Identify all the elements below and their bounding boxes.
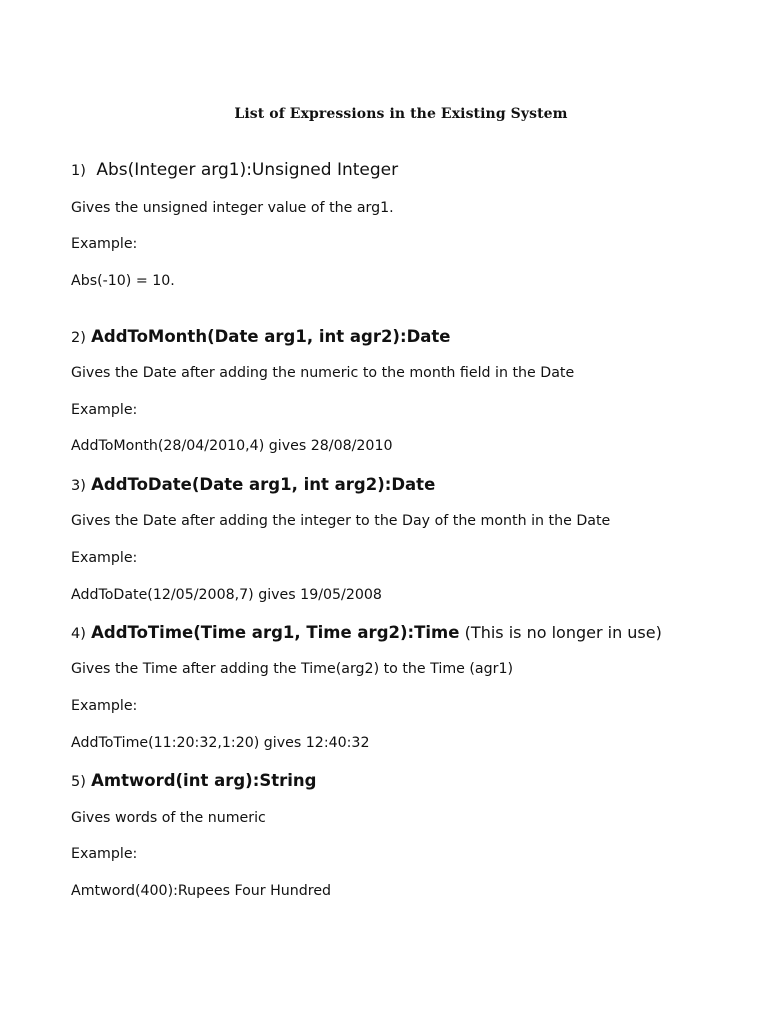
example-text: AddToDate(12/05/2008,7) gives 19/05/2008	[71, 587, 382, 603]
entry-number: 5)	[71, 774, 86, 790]
entry-description: Gives the Time after adding the Time(arg2) to the Time (agr1)	[71, 661, 514, 677]
entry-description: Gives the unsigned integer value of the arg1.	[71, 200, 394, 216]
example-text: AddToTime(11:20:32,1:20) gives 12:40:32	[71, 735, 370, 751]
example-label: Example:	[71, 846, 138, 862]
entry-signature: AddToDate(Date arg1, int arg2):Date	[91, 475, 436, 494]
entry-signature: Abs(Integer arg1):Unsigned Integer	[96, 160, 399, 180]
document-title: List of Expressions in the Existing System	[234, 106, 568, 122]
entry-description: Gives the Date after adding the numeric to the month field in the Date	[71, 365, 575, 381]
entry-heading	[71, 623, 662, 642]
entry-description: Gives the Date after adding the integer to the Day of the month in the Date	[71, 513, 611, 529]
entry-signature: AddToMonth(Date arg1, int agr2):Date	[91, 327, 451, 346]
entry-signature: AddToTime(Time arg1, Time arg2):Time	[91, 623, 460, 642]
example-label: Example:	[71, 402, 138, 418]
example-text: Abs(-10) = 10.	[71, 273, 175, 289]
entry-number: 4)	[71, 626, 86, 642]
example-text: Amtword(400):Rupees Four Hundred	[71, 883, 332, 899]
example-label: Example:	[71, 550, 138, 566]
entry-number: 3)	[71, 478, 86, 494]
entry-heading	[71, 771, 316, 790]
entry-number: 2)	[71, 330, 86, 346]
entry-heading	[71, 327, 450, 346]
example-label: Example:	[71, 698, 138, 714]
entry-heading	[71, 475, 435, 494]
example-text: AddToMonth(28/04/2010,4) gives 28/08/2010	[71, 438, 393, 454]
entry-heading	[71, 160, 398, 180]
example-label: Example:	[71, 236, 138, 252]
entry-number: 1)	[71, 163, 86, 179]
deprecation-note: (This is no longer in use)	[464, 623, 662, 642]
entry-description: Gives words of the numeric	[71, 810, 266, 826]
entry-signature: Amtword(int arg):String	[91, 771, 317, 790]
